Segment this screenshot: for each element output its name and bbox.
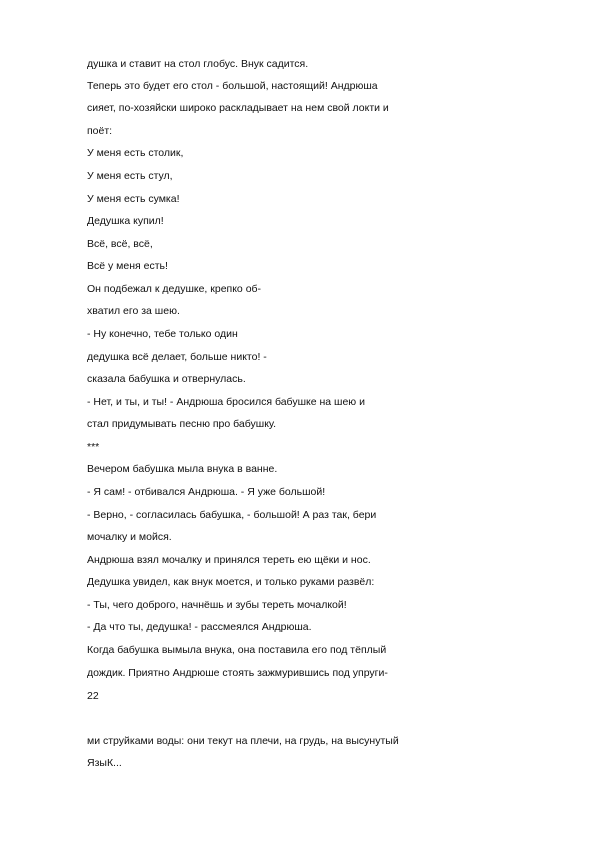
text-line: сияет, по-хозяйски широко раскладывает на нем свой локти и [87,102,389,114]
text-line: - Ну конечно, тебе только один [87,328,238,340]
text-line: дедушка всё делает, больше никто! - [87,351,267,363]
text-line: У меня есть столик, [87,147,184,159]
text-line: стал придумывать песню про бабушку. [87,418,277,430]
text-line: дождик. Приятно Андрюше стоять зажмурившись под упруги- [87,667,388,679]
text-line: хватил его за шею. [87,305,180,317]
text-line: сказала бабушка и отвернулась. [87,373,246,385]
text-line: Дедушка купил! [87,215,164,227]
text-line: - Да что ты, дедушка! - рассмеялся Андрюша. [87,621,312,633]
text-line: - Я сам! - отбивался Андрюша. - Я уже большой! [87,486,326,498]
text-line: Андрюша взял мочалку и принялся тереть ею щёки и нос. [87,554,371,566]
text-line: - Нет, и ты, и ты! - Андрюша бросился бабушке на шею и [87,396,365,408]
page-number: 22 [87,690,99,702]
text-line: Вечером бабушка мыла внука в ванне. [87,463,278,475]
section-separator: *** [87,441,100,453]
text-line: У меня есть сумка! [87,193,180,205]
text-line: Теперь это будет его стол - большой, настоящий! Андрюша [87,80,378,92]
text-line: мочалку и мойся. [87,531,172,543]
text-line: Всё, всё, всё, [87,238,153,250]
text-line: - Верно, - согласилась бабушка, - большой! А раз так, бери [87,509,377,521]
text-line: Дедушка увидел, как внук моется, и только руками развёл: [87,576,375,588]
text-line: Всё у меня есть! [87,260,168,272]
text-line: У меня есть стул, [87,170,173,182]
text-line: душка и ставит на стол глобус. Внук садится. [87,58,309,70]
text-line: ЯзыК... [87,757,122,769]
text-line: Когда бабушка вымыла внука, она поставила его под тёплый [87,644,387,656]
text-line: ми струйками воды: они текут на плечи, на грудь, на высунутый [87,735,399,747]
text-line: - Ты, чего доброго, начнёшь и зубы тереть мочалкой! [87,599,347,611]
text-line: Он подбежал к дедушке, крепко об- [87,283,262,295]
text-line: поёт: [87,125,113,137]
